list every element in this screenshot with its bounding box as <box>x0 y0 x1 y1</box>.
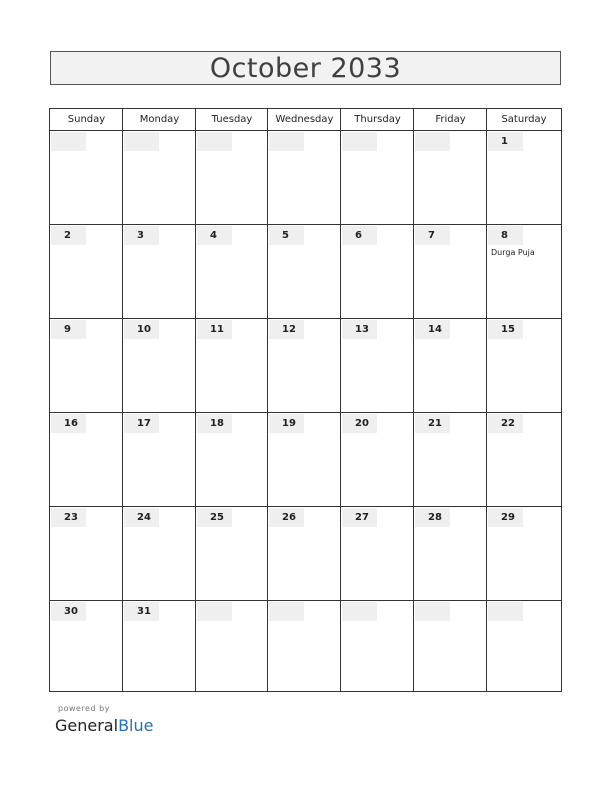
day-cell-10 <box>123 319 195 412</box>
brand-blue: Blue <box>118 716 154 735</box>
weekday-header-tuesday: Tuesday <box>211 114 253 125</box>
day-number: 10 <box>124 320 159 339</box>
calendar-grid <box>49 108 562 692</box>
day-number-placeholder <box>342 132 377 151</box>
day-cell-7 <box>414 225 486 318</box>
day-number: 12 <box>269 320 304 339</box>
day-number: 13 <box>342 320 377 339</box>
day-cell-23 <box>50 507 122 600</box>
weekday-header-row <box>50 109 561 131</box>
day-number: 20 <box>342 414 377 433</box>
day-number: 26 <box>269 508 304 527</box>
day-cell-26 <box>268 507 340 600</box>
empty-day-cell <box>268 601 340 694</box>
day-cell-17 <box>123 413 195 506</box>
day-cell-22 <box>487 413 560 506</box>
day-number: 6 <box>342 226 377 245</box>
day-number: 1 <box>488 132 523 151</box>
day-number-placeholder <box>415 132 450 151</box>
day-number: 31 <box>124 602 159 621</box>
day-cell-12 <box>268 319 340 412</box>
day-number-placeholder <box>269 132 304 151</box>
day-cell-19 <box>268 413 340 506</box>
day-cell-27 <box>341 507 413 600</box>
day-number-placeholder <box>51 132 86 151</box>
day-number: 19 <box>269 414 304 433</box>
empty-day-cell <box>268 131 340 224</box>
empty-day-cell <box>341 601 413 694</box>
day-cell-15 <box>487 319 560 412</box>
day-number: 7 <box>415 226 450 245</box>
day-cell-16 <box>50 413 122 506</box>
empty-day-cell <box>487 601 560 694</box>
day-cell-20 <box>341 413 413 506</box>
empty-day-cell <box>414 131 486 224</box>
day-cell-11 <box>196 319 267 412</box>
empty-day-cell <box>123 131 195 224</box>
day-cell-14 <box>414 319 486 412</box>
day-number: 15 <box>488 320 523 339</box>
day-number-placeholder <box>197 602 232 621</box>
weekday-header-sunday: Sunday <box>67 114 106 125</box>
month-title: October 2033 <box>209 52 402 84</box>
day-cell-2 <box>50 225 122 318</box>
day-number: 29 <box>488 508 523 527</box>
day-number: 2 <box>51 226 86 245</box>
day-number-placeholder <box>415 602 450 621</box>
brand-general: General <box>55 716 119 735</box>
day-number: 25 <box>197 508 232 527</box>
empty-day-cell <box>341 131 413 224</box>
day-number: 21 <box>415 414 450 433</box>
weekday-header-friday: Friday <box>435 114 466 125</box>
day-number: 16 <box>51 414 86 433</box>
day-cell-31 <box>123 601 195 694</box>
day-number-placeholder <box>269 602 304 621</box>
day-number: 18 <box>197 414 232 433</box>
weekday-header-saturday: Saturday <box>501 114 547 125</box>
day-cell-13 <box>341 319 413 412</box>
empty-day-cell <box>50 131 122 224</box>
day-number: 11 <box>197 320 232 339</box>
day-number: 23 <box>51 508 86 527</box>
day-number-placeholder <box>488 602 523 621</box>
day-number-placeholder <box>197 132 232 151</box>
day-cell-24 <box>123 507 195 600</box>
weekday-header-monday: Monday <box>139 114 180 125</box>
day-number: 28 <box>415 508 450 527</box>
day-number-placeholder <box>124 132 159 151</box>
day-cell-4 <box>196 225 267 318</box>
day-cell-8 <box>487 225 560 318</box>
day-number: 3 <box>124 226 159 245</box>
day-cell-1 <box>487 131 560 224</box>
day-number: 8 <box>488 226 523 245</box>
day-number: 30 <box>51 602 86 621</box>
empty-day-cell <box>196 131 267 224</box>
day-number: 17 <box>124 414 159 433</box>
day-number: 5 <box>269 226 304 245</box>
day-cell-6 <box>341 225 413 318</box>
day-number: 9 <box>51 320 86 339</box>
day-cell-25 <box>196 507 267 600</box>
day-number: 24 <box>124 508 159 527</box>
day-cell-29 <box>487 507 560 600</box>
empty-day-cell <box>196 601 267 694</box>
day-cell-18 <box>196 413 267 506</box>
day-cell-5 <box>268 225 340 318</box>
month-title-box <box>50 51 561 85</box>
day-number: 22 <box>488 414 523 433</box>
day-number: 27 <box>342 508 377 527</box>
day-cell-30 <box>50 601 122 694</box>
weekday-header-wednesday: Wednesday <box>275 114 334 125</box>
day-cell-21 <box>414 413 486 506</box>
powered-by-text: powered by <box>58 704 110 713</box>
day-number: 14 <box>415 320 450 339</box>
day-cell-9 <box>50 319 122 412</box>
day-number-placeholder <box>342 602 377 621</box>
empty-day-cell <box>414 601 486 694</box>
day-cell-28 <box>414 507 486 600</box>
day-number: 4 <box>197 226 232 245</box>
generalblue-logo <box>55 716 153 735</box>
weekday-header-thursday: Thursday <box>354 114 401 125</box>
holiday-label: Durga Puja <box>491 248 535 257</box>
day-cell-3 <box>123 225 195 318</box>
